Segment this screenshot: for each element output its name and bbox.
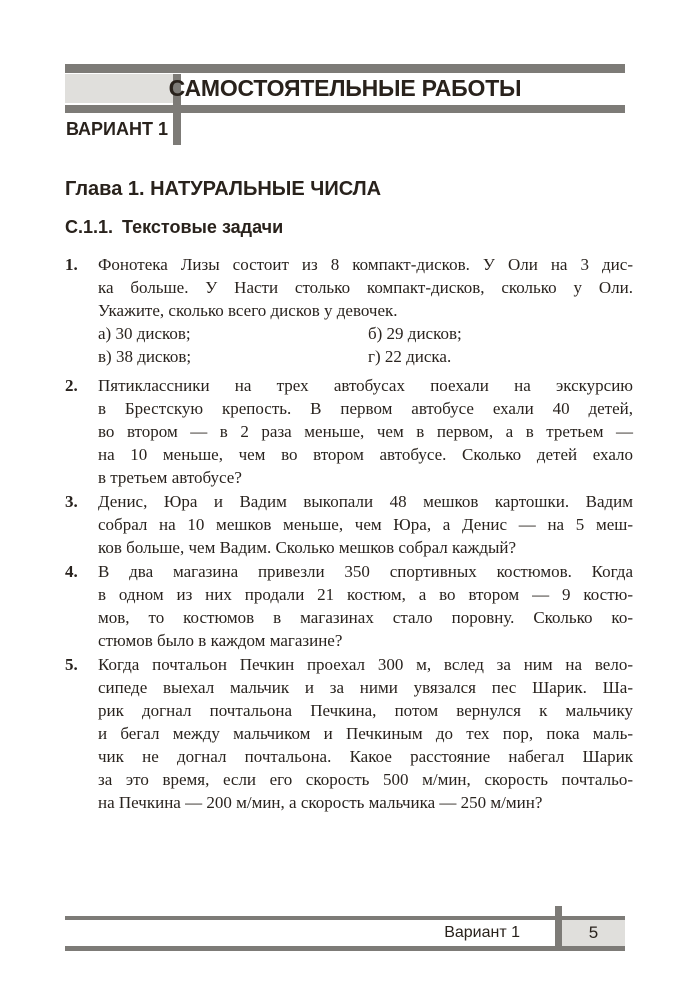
problem-text-line: Фонотека Лизы состоит из 8 компакт-дисков. У Оли на 3 дис-: [98, 255, 633, 274]
problem-text-line: и бегал между мальчиком и Печкиным до тех пор, пока маль-: [98, 724, 633, 743]
header-top-rule: [65, 64, 625, 73]
answer-option: в) 38 дисков;: [98, 347, 192, 366]
problem-text-line: Денис, Юра и Вадим выкопали 48 мешков картошки. Вадим: [98, 492, 633, 511]
problem-text-line: рик догнал почтальона Печкина, потом вернулся к мальчику: [98, 701, 633, 720]
footer-vertical-rule: [555, 906, 562, 951]
problem-text-line: на Печкина — 200 м/мин, а скорость мальчика — 250 м/мин?: [98, 793, 543, 812]
section-title: Текстовые задачи: [122, 217, 284, 237]
problem-item: [65, 490, 633, 559]
answer-options: [98, 322, 633, 368]
answer-option: а) 30 дисков;: [98, 324, 191, 343]
problem-number: 5.: [65, 655, 78, 674]
problem-text-line: в одном из них продали 21 костюм, а во втором — 9 костю-: [98, 585, 633, 604]
page-title: САМОСТОЯТЕЛЬНЫЕ РАБОТЫ: [168, 75, 522, 101]
problem-text: [98, 490, 633, 559]
problem-text-line: ков больше, чем Вадим. Сколько мешков собрал каждый?: [98, 538, 517, 557]
section-code: С.1.1.: [65, 217, 114, 237]
problem-text-line: в Брестскую крепость. В первом автобусе ехали 40 детей,: [98, 399, 633, 418]
problem-text-line: во втором — в 2 раза меньше, чем в первом, а в третьем —: [98, 422, 633, 441]
header-mid-rule: [65, 105, 625, 113]
problem-number: 3.: [65, 492, 78, 511]
footer-bottom-rule: [65, 946, 625, 951]
problem-number: 4.: [65, 562, 78, 581]
page-number: 5: [588, 923, 599, 942]
page-number-box: [562, 920, 625, 946]
problem-text: [98, 374, 633, 489]
problem-text-line: Укажите, сколько всего дисков у девочек.: [98, 301, 398, 320]
problem-text-line: за это время, если его скорость 500 м/мин, скорость почтальо-: [98, 770, 633, 789]
problem-text: [98, 560, 633, 652]
variant-label: ВАРИАНТ 1: [65, 119, 168, 139]
problem-text-line: ка больше. У Насти столько компакт-дисков, сколько у Оли.: [98, 278, 633, 297]
problem-text-line: Пятиклассники на трех автобусах поехали на экскурсию: [98, 376, 633, 395]
problem-text-line: в третьем автобусе?: [98, 468, 242, 487]
problem-number: 2.: [65, 376, 78, 395]
chapter-heading: Глава 1. НАТУРАЛЬНЫЕ ЧИСЛА: [65, 178, 382, 200]
problem-text: [98, 253, 633, 373]
problem-text-line: стюмов было в каждом магазине?: [98, 631, 343, 650]
problem-text-line: Когда почтальон Печкин проехал 300 м, вслед за ним на вело-: [98, 655, 633, 674]
problem-item: [65, 253, 633, 373]
problem-number: 1.: [65, 255, 78, 274]
problem-text-line: на 10 меньше, чем во втором автобусе. Сколько детей ехало: [98, 445, 633, 464]
section-heading: [65, 217, 283, 238]
footer-variant-label: Вариант 1: [444, 924, 520, 941]
problem-text-line: сипеде выехал мальчик и за ними увязался пес Шарик. Ша-: [98, 678, 633, 697]
problems-list: [65, 253, 633, 815]
problem-text-line: В два магазина привезли 350 спортивных костюмов. Когда: [98, 562, 633, 581]
answer-option: г) 22 диска.: [368, 347, 452, 366]
problem-text-line: чик не догнал почтальона. Какое расстояние набегал Шарик: [98, 747, 633, 766]
answer-option: б) 29 дисков;: [368, 324, 462, 343]
problem-item: [65, 653, 633, 814]
problem-text-line: мов, то костюмов в магазинах стало поровну. Сколько ко-: [98, 608, 633, 627]
problem-text: [98, 653, 633, 814]
problem-item: [65, 374, 633, 489]
problem-text-line: собрал на 10 мешков меньше, чем Юра, а Денис — на 5 меш-: [98, 515, 633, 534]
problem-item: [65, 560, 633, 652]
